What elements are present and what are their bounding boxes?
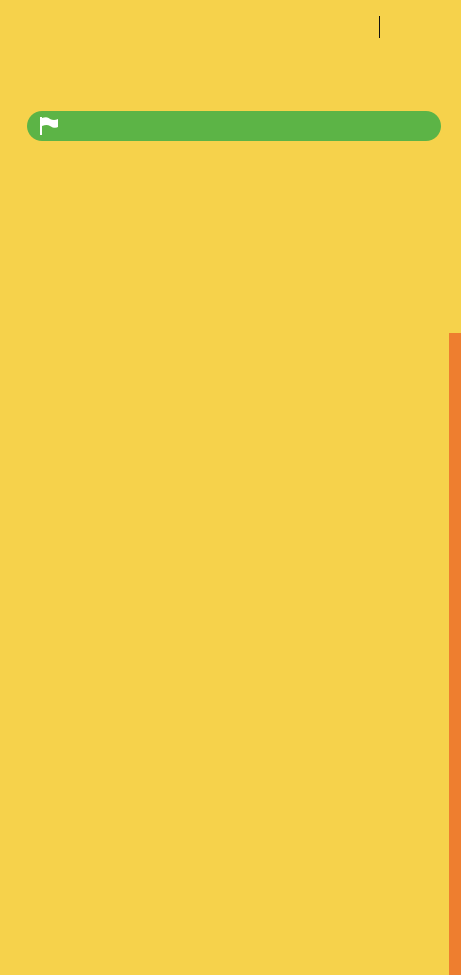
flag-icon xyxy=(39,117,59,140)
depart-reel-banner xyxy=(27,111,441,141)
orange-side-bar xyxy=(449,333,461,975)
header-divider xyxy=(379,16,380,38)
